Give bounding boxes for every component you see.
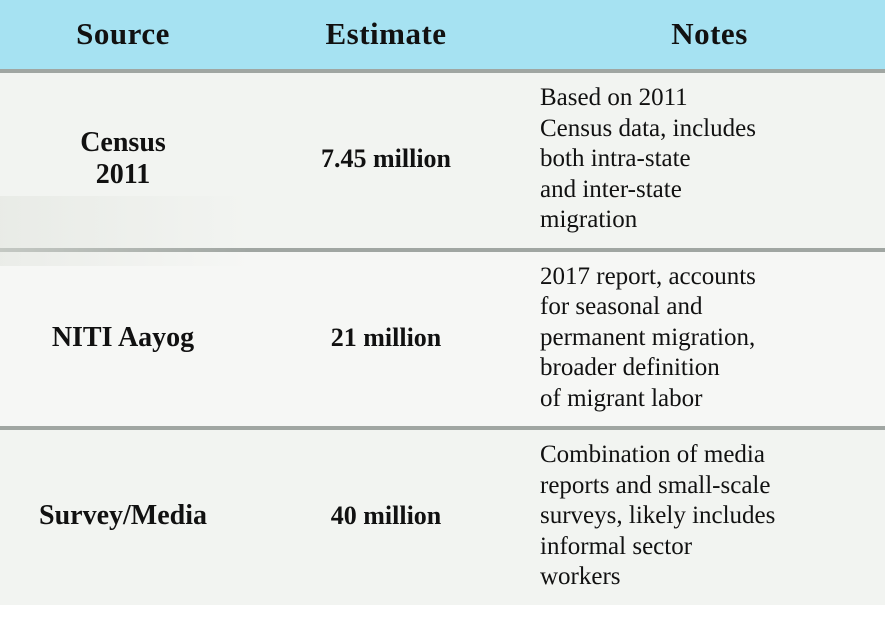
cell-source: Survey/Media — [0, 428, 246, 605]
notes-line: of migrant labor — [540, 384, 703, 412]
source-line: Census — [80, 126, 166, 158]
table-header — [0, 0, 885, 71]
notes-line: and inter-state — [540, 175, 682, 203]
notes-line: informal sector — [540, 532, 693, 560]
notes-line: reports and small-scale — [540, 471, 771, 499]
table-row — [0, 428, 885, 605]
notes-line: surveys, likely includes — [540, 502, 776, 529]
notes-line: Based on 2011 — [540, 84, 688, 111]
cell-estimate: 40 million — [246, 428, 526, 605]
cell-notes — [526, 428, 885, 605]
cell-source: NITI Aayog — [0, 250, 246, 429]
source-line: 2011 — [95, 159, 151, 191]
notes-line: migration — [540, 206, 638, 233]
cell-estimate: 7.45 million — [246, 71, 526, 250]
notes-line: both intra-state — [540, 145, 691, 172]
cell-source — [0, 71, 246, 250]
notes-line: broader definition — [540, 354, 720, 381]
column-header-estimate: Estimate — [246, 0, 526, 71]
notes-line: Census data, includes — [540, 114, 756, 142]
table-body — [0, 71, 885, 605]
table-header-row — [0, 0, 885, 71]
notes-line: permanent migration, — [540, 323, 756, 351]
notes-line: Combination of media — [540, 441, 765, 468]
notes-line: workers — [540, 563, 621, 590]
cell-estimate: 21 million — [246, 250, 526, 429]
table-row — [0, 250, 885, 429]
table-row — [0, 71, 885, 250]
column-header-source: Source — [0, 0, 246, 71]
column-header-notes: Notes — [526, 0, 885, 71]
notes-line: 2017 report, accounts — [540, 262, 756, 290]
cell-notes — [526, 71, 885, 250]
cell-notes — [526, 250, 885, 429]
notes-line: for seasonal and — [540, 293, 703, 320]
